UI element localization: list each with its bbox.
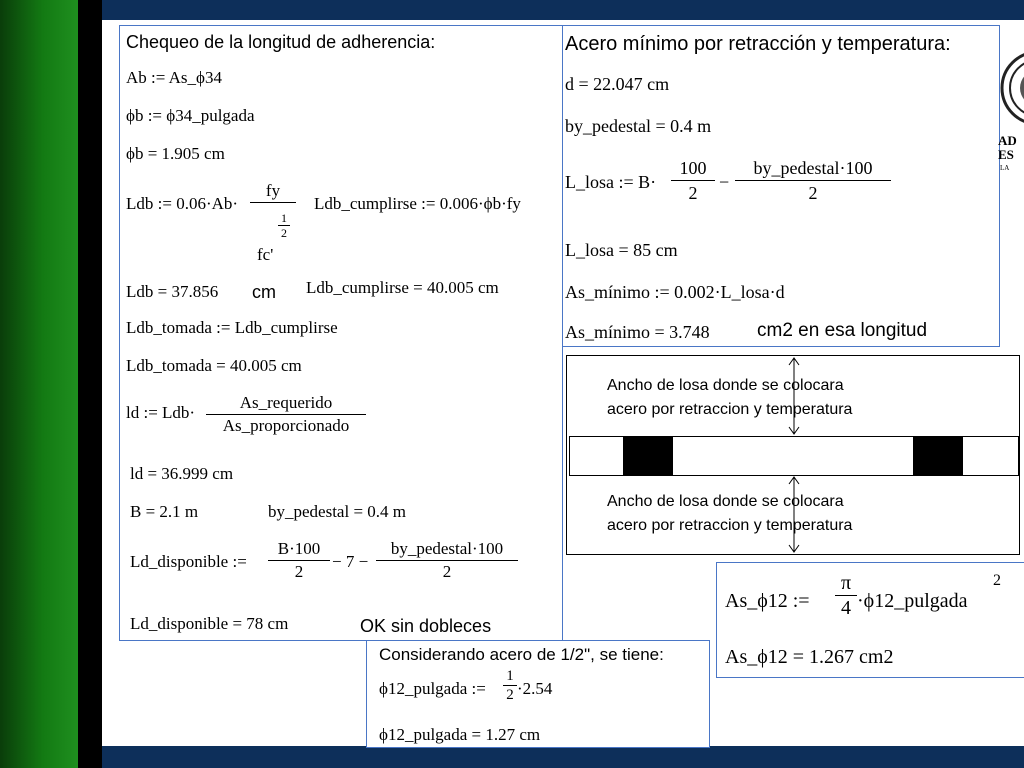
ldb-denominator: fc' — [257, 245, 274, 264]
minimum-steel-title: Acero mínimo por retracción y temperatura: — [565, 33, 951, 55]
slab-diagram — [566, 355, 1020, 555]
ldb-value: Ldb = 37.856 — [126, 282, 219, 301]
phi12-value: ϕ12_pulgada = 1.27 cm — [379, 725, 541, 744]
top-banner — [102, 0, 1024, 20]
ld-disponible-fraction-2 — [376, 538, 518, 583]
d-value: d = 22.047 cm — [565, 74, 670, 94]
ldb-cumplirse-value: Ldb_cumplirse = 40.005 cm — [306, 278, 499, 297]
university-logo — [998, 48, 1024, 178]
as-phi12-value: As_ϕ12 = 1.267 cm2 — [725, 646, 894, 668]
ld-disponible-value: Ld_disponible = 78 cm — [130, 614, 289, 633]
as-minimo-unit: cm2 en esa longitud — [757, 320, 928, 341]
ld-denominator: As_proporcionado — [222, 416, 350, 435]
as-minimo-definition: As_mínimo := 0.002·L_losa·d — [565, 282, 785, 302]
bottom-banner — [102, 746, 1024, 768]
ldb-exp-num: 1 — [281, 211, 287, 225]
ab-definition: Ab := As_ϕ34 — [126, 68, 222, 87]
ldb-numerator: fy — [265, 181, 281, 200]
ldd-f1-den: 2 — [294, 562, 304, 581]
l-losa-lhs: L_losa := B· — [565, 172, 657, 192]
ldd-f1-num: B·100 — [277, 539, 321, 558]
pi-over-four — [835, 571, 857, 620]
as-phi12-def-lhs: As_ϕ12 := — [725, 590, 810, 612]
diagram-bottom-line1: Ancho de losa donde se colocara — [607, 493, 844, 510]
logo-text-2: ES — [998, 147, 1014, 162]
l-losa-f1-num: 100 — [679, 158, 707, 178]
ldd-f2-den: 2 — [442, 562, 452, 581]
l-losa-f2-num: by_pedestal·100 — [753, 158, 873, 178]
ld-disponible-lhs: Ld_disponible := — [130, 552, 247, 571]
one-half-fraction — [503, 667, 517, 704]
logo-text-1: AD — [998, 133, 1017, 148]
ldb-fraction — [250, 180, 296, 203]
ldb-tomada-definition: Ldb_tomada := Ldb_cumplirse — [126, 318, 338, 337]
adherence-title: Chequeo de la longitud de adherencia: — [126, 32, 436, 52]
l-losa-f1-den: 2 — [688, 183, 698, 203]
left-decorative-bar — [0, 0, 78, 768]
diagram-top-line1: Ancho de losa donde se colocara — [607, 377, 844, 394]
ld-fraction — [206, 392, 366, 437]
logo-text-3: LA — [1000, 164, 1010, 172]
ldb-cumplirse-definition: Ldb_cumplirse := 0.006·ϕb·fy — [314, 194, 521, 213]
ldb-exp-den: 2 — [281, 226, 287, 240]
phi12-def-rhs: ·2.54 — [517, 679, 553, 698]
ldb-fraction-line — [250, 202, 296, 203]
four: 4 — [841, 597, 851, 619]
minimum-steel-panel — [562, 25, 1000, 347]
b-value: B = 2.1 m — [130, 502, 199, 521]
l-losa-fraction-1 — [671, 156, 715, 205]
diagram-bottom-line2: acero por retraccion y temperatura — [607, 517, 853, 534]
ld-numerator: As_requerido — [239, 393, 333, 412]
l-losa-f2-den: 2 — [808, 183, 818, 203]
ldb-unit: cm — [252, 282, 276, 302]
diagram-top-line2: acero por retraccion y temperatura — [607, 401, 853, 418]
by-pedestal-value: by_pedestal = 0.4 m — [565, 116, 712, 136]
ld-formula-lhs: ld := Ldb· — [126, 403, 196, 422]
adherence-check-panel — [119, 25, 563, 641]
half-inch-steel-panel — [366, 640, 710, 748]
phib-value: ϕb = 1.905 cm — [126, 144, 225, 163]
as-phi12-panel — [716, 562, 1024, 678]
as-minimo-value: As_mínimo = 3.748 — [565, 322, 710, 342]
phib-definition: ϕb := ϕ34_pulgada — [126, 106, 255, 125]
ld-value: ld = 36.999 cm — [130, 464, 234, 483]
l-losa-fraction-2 — [735, 156, 891, 205]
l-losa-minus: − — [719, 172, 730, 192]
ldb-formula-lhs: Ldb := 0.06·Ab· — [126, 194, 239, 213]
logo-seal-icon — [998, 48, 1024, 128]
as-phi12-def-rhs: ·ϕ12_pulgada — [857, 590, 968, 612]
phi12-def-lhs: ϕ12_pulgada := — [379, 679, 486, 698]
ok-note: OK sin dobleces — [360, 616, 492, 636]
ldb-exponent — [278, 211, 290, 240]
by-pedestal-value: by_pedestal = 0.4 m — [268, 502, 407, 521]
dimension-arrows — [567, 356, 1019, 554]
left-black-strip — [78, 0, 102, 768]
half-den: 2 — [506, 687, 514, 703]
l-losa-value: L_losa = 85 cm — [565, 240, 678, 260]
ldd-f2-num: by_pedestal·100 — [390, 539, 504, 558]
pi-symbol: π — [840, 572, 852, 594]
ld-disponible-mid: − 7 − — [332, 552, 369, 571]
ldb-tomada-value: Ldb_tomada = 40.005 cm — [126, 356, 302, 375]
half-num: 1 — [506, 668, 514, 684]
as-phi12-exponent: 2 — [993, 572, 1001, 589]
half-inch-title: Considerando acero de 1/2", se tiene: — [379, 645, 664, 664]
ld-disponible-fraction-1 — [268, 538, 330, 583]
